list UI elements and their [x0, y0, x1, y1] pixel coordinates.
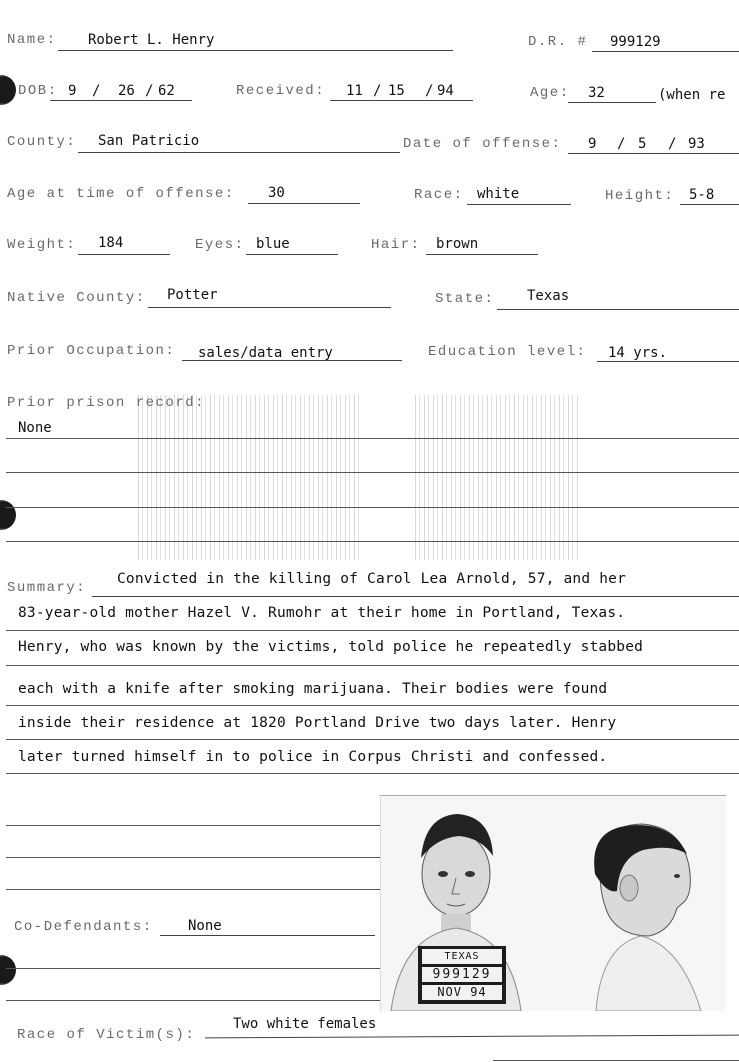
booking-placard	[418, 946, 506, 1004]
hair-line	[426, 254, 538, 255]
scan-noise-right	[415, 395, 580, 560]
prior-record-value: None	[18, 420, 52, 436]
received-label: Received:	[236, 83, 326, 99]
scan-noise-left	[138, 395, 363, 560]
dr-line	[592, 51, 739, 52]
record-line-1	[6, 438, 739, 439]
summary-text-4: each with a knife after smoking marijuana. Their bodies were found	[18, 681, 608, 697]
weight-value: 184	[98, 235, 124, 251]
offense-year: 93	[688, 136, 705, 152]
punch-hole-bottom	[0, 955, 16, 985]
offense-sep-1: /	[617, 136, 626, 152]
victim-race-value: Two white females	[233, 1016, 377, 1032]
prior-record-label: Prior prison record:	[7, 395, 206, 411]
age-value: 32	[588, 85, 605, 101]
record-line-4	[6, 541, 739, 542]
offense-sep-2: /	[668, 136, 677, 152]
state-label: State:	[435, 291, 495, 307]
codefendants-line	[160, 935, 375, 936]
punch-hole-middle	[0, 500, 16, 530]
race-label: Race:	[414, 187, 464, 203]
education-value: 14 yrs.	[608, 345, 668, 361]
native-county-value: Potter	[167, 287, 218, 303]
native-county-line	[148, 307, 391, 308]
age-offense-line	[248, 203, 360, 204]
summary-line-1	[92, 596, 739, 597]
age-offense-value: 30	[268, 185, 285, 201]
blank-line-1	[6, 825, 381, 826]
occupation-label: Prior Occupation:	[7, 343, 176, 359]
age-label: Age:	[530, 85, 570, 101]
summary-text-6: later turned himself in to police in Corpus Christi and confessed.	[18, 749, 608, 765]
dob-day: 26	[118, 83, 135, 99]
summary-line-5	[6, 739, 739, 740]
occupation-value: sales/data entry	[198, 345, 333, 361]
height-value: 5-8	[689, 187, 715, 203]
received-month: 11	[346, 83, 363, 99]
education-label: Education level:	[428, 344, 587, 360]
age-line	[568, 102, 656, 103]
summary-text-5: inside their residence at 1820 Portland Drive two days later. Henry	[18, 715, 617, 731]
codefendants-value: None	[188, 918, 222, 934]
name-value: Robert L. Henry	[88, 32, 215, 48]
dob-sep-2: /	[145, 83, 154, 99]
county-label: County:	[7, 134, 77, 150]
dr-label: D.R. #	[528, 34, 588, 50]
hair-label: Hair:	[371, 237, 421, 253]
placard-date: NOV 94	[422, 985, 502, 1000]
eyes-value: blue	[256, 236, 290, 252]
summary-line-4	[6, 705, 739, 706]
native-county-label: Native County:	[7, 290, 146, 306]
record-line-2	[6, 472, 739, 473]
blank-line-5	[6, 1000, 381, 1001]
race-line	[467, 204, 571, 205]
received-sep-2: /	[425, 83, 434, 99]
dob-label: DOB:	[18, 83, 58, 99]
summary-line-3	[6, 665, 739, 666]
offense-month: 9	[588, 136, 597, 152]
placard-state: TEXAS	[422, 949, 502, 964]
eyes-line	[246, 254, 338, 255]
side-view-portrait	[594, 824, 701, 1011]
date-offense-label: Date of offense:	[403, 136, 562, 152]
codefendants-label: Co-Defendants:	[14, 919, 153, 935]
dob-sep-1: /	[92, 83, 101, 99]
summary-line-2	[6, 630, 739, 631]
height-label: Height:	[605, 188, 675, 204]
received-day: 15	[388, 83, 405, 99]
name-line	[58, 50, 453, 51]
age-note: (when re	[658, 87, 726, 103]
received-sep-1: /	[373, 83, 382, 99]
name-label: Name:	[7, 32, 57, 48]
summary-label: Summary:	[7, 580, 87, 596]
state-line	[497, 309, 739, 310]
education-line	[597, 361, 739, 362]
blank-line-3	[6, 889, 381, 890]
state-value: Texas	[527, 288, 570, 304]
blank-line-4	[6, 968, 381, 969]
county-value: San Patricio	[98, 133, 200, 149]
victim-race-line	[205, 1035, 739, 1039]
eyes-label: Eyes:	[195, 237, 245, 253]
received-year: 94	[437, 83, 454, 99]
punch-hole-top	[0, 75, 16, 105]
age-offense-label: Age at time of offense:	[7, 186, 235, 202]
bottom-line	[493, 1060, 739, 1061]
summary-text-3: Henry, who was known by the victims, told police he repeatedly stabbed	[18, 639, 644, 655]
placard-number: 999129	[422, 967, 502, 982]
date-offense-line	[568, 153, 739, 154]
dob-year: 62	[158, 83, 175, 99]
summary-text-2: 83-year-old mother Hazel V. Rumohr at their home in Portland, Texas.	[18, 605, 626, 621]
dob-line	[50, 100, 192, 101]
victim-race-label: Race of Victim(s):	[17, 1027, 196, 1043]
blank-line-2	[6, 857, 381, 858]
record-line-3	[6, 507, 739, 508]
race-value: white	[477, 186, 520, 202]
summary-line-6	[6, 773, 739, 774]
county-line	[78, 152, 400, 153]
offense-day: 5	[638, 136, 647, 152]
weight-line	[78, 254, 170, 255]
received-line	[330, 100, 473, 101]
weight-label: Weight:	[7, 237, 77, 253]
dob-month: 9	[68, 83, 77, 99]
height-line	[680, 204, 739, 205]
summary-text-1: Convicted in the killing of Carol Lea Arnold, 57, and her	[117, 571, 626, 587]
dr-value: 999129	[610, 34, 661, 50]
hair-value: brown	[436, 236, 479, 252]
